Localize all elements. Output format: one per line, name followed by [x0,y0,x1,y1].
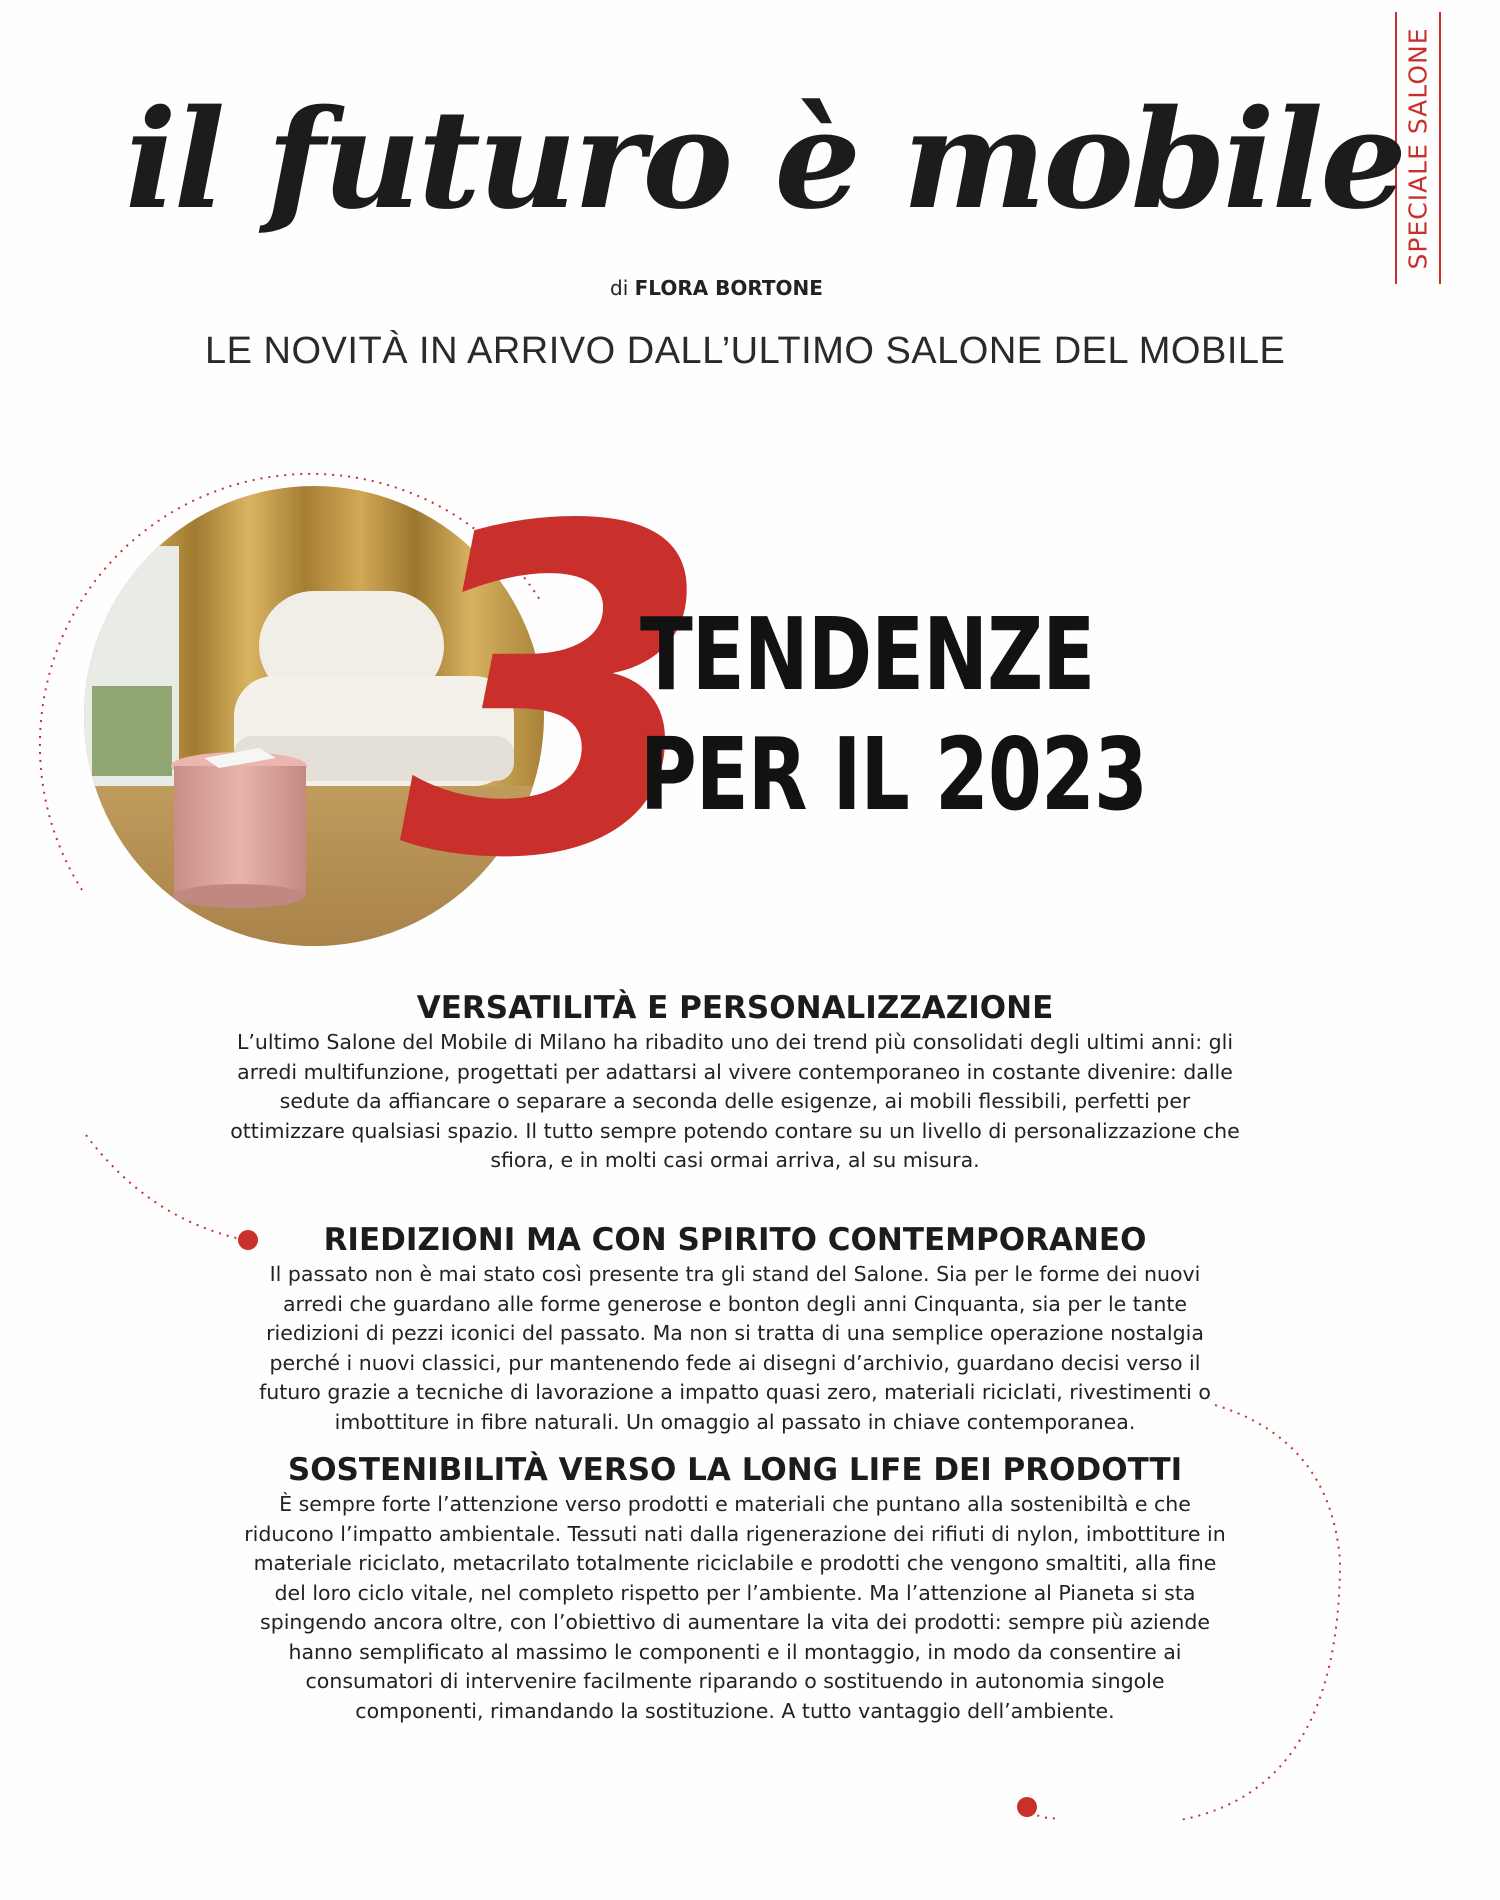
byline-author: FLORA BORTONE [634,276,823,300]
headline-number: 3 [400,433,714,957]
section-tag-label: SPECIALE SALONE [1403,27,1433,269]
page-subtitle: LE NOVITÀ IN ARRIVO DALL’ULTIMO SALONE DEL MOBILE [205,330,1286,372]
section-body: È sempre forte l’attenzione verso prodotti e materiali che puntano alla sostenibiltà e che riducono l’impatto ambientale. Tessuti nati dalla rigenerazione dei rifiuti di nylon, imbottiture in materiale riciclato, metacrilato totalmente riciclabile e prodotti che vengono smaltiti, alla fine del loro ciclo vitale, nel completo rispetto per l’ambiente. Ma l’attenzione al Pianeta si sta spingendo ancora oltre, con l’obiettivo di aumentare la vita dei prodotti: sempre più aziende hanno semplificato al massimo le componenti e il montaggio, in modo da consentire ai consumatori di intervenire facilmente riparando o sostituendo in autonomia singole componenti, rimandando la sostituzione. A tutto vantaggio dell’ambiente. [244,1492,1226,1723]
section-body: Il passato non è mai stato così presente tra gli stand del Salone. Sia per le forme dei nuovi arredi che guardano alle forme generose e bonton degli anni Cinquanta, sia per le tante riedizioni di pezzi iconici del passato. Ma non si tratta di una semplice operazione nostalgia perché i nuovi classici, pur mantenendo fede ai disegni d’archivio, guardano decisi verso il futuro grazie a tecniche di lavorazione a impatto quasi zero, materiali riciclati, rivestimenti o imbottiture in fibre naturali. Un omaggio al passato in chiave contemporanea. [259,1262,1211,1434]
article-section [240,1452,1230,1726]
byline-prefix: di [610,276,629,300]
section-heading: RIEDIZIONI MA CON SPIRITO CONTEMPORANEO [323,1222,1147,1258]
red-dot [1017,1797,1037,1817]
section-body: L’ultimo Salone del Mobile di Milano ha ribadito uno dei trend più consolidati degli ultimi anni: gli arredi multifunzione, progettati per adattarsi al vivere contemporaneo in costante divenire: dalle sedute da affiancare o separare a seconda delle esigenze, ai mobili flessibili, perfetti per ottimizzare qualsiasi spazio. Il tutto sempre potendo contare su un livello di personalizzazione che sfiora, e in molti casi ormai arriva, al su misura. [230,1030,1240,1172]
headline-line-1: TENDENZE [640,596,1095,713]
page-title: il futuro è mobile [125,80,1404,240]
headline-line-2: PER IL 2023 [640,716,1147,833]
section-heading: VERSATILITÀ E PERSONALIZZAZIONE [416,990,1054,1026]
headline [640,595,1147,835]
section-heading: SOSTENIBILITÀ VERSO LA LONG LIFE DEI PRODOTTI [287,1452,1183,1488]
article-section [230,990,1240,1176]
byline [610,276,823,300]
article-section [240,1222,1230,1437]
